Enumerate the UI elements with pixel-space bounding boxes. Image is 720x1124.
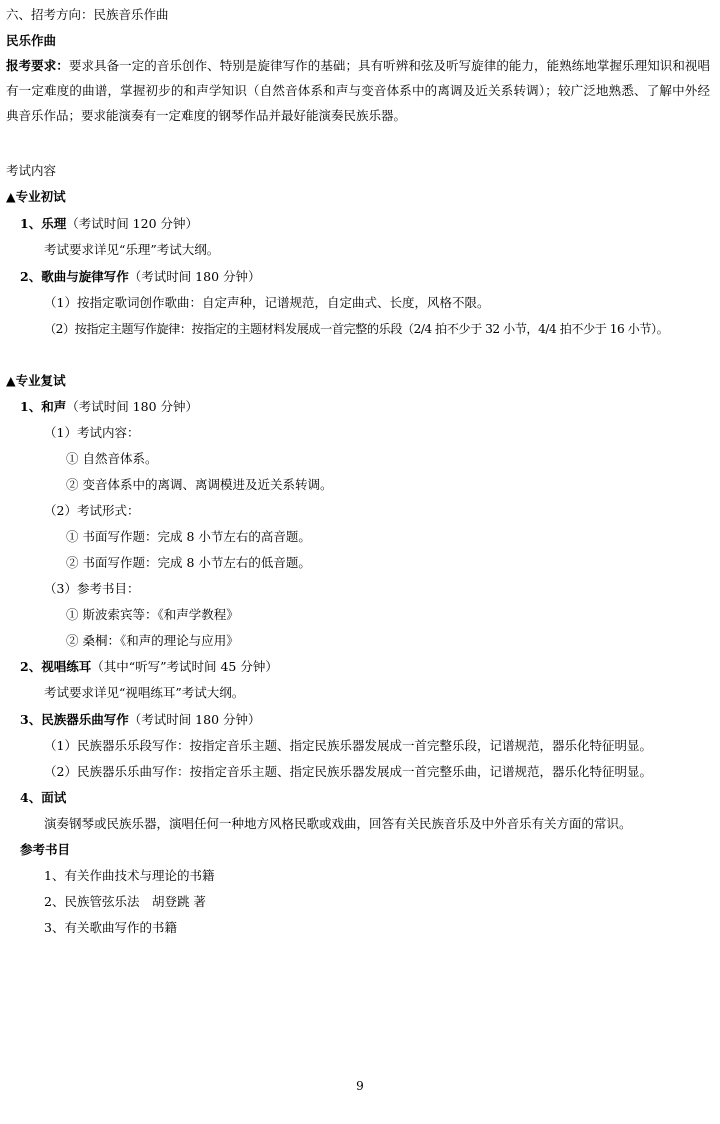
prelim-item-2-sub-2: （2）按指定主题写作旋律：按指定的主题材料发展成一首完整的乐段（2/4 拍不少于 32 小节，4/4 拍不少于 16 小节）。 [44,322,669,336]
harmony-book-2: ② 桑桐：《和声的理论与应用》 [66,633,239,648]
harmony-form-label: （2）考试形式： [44,503,140,518]
retest-heading: ▲专业复试 [6,373,66,388]
reference-item-2: 2、民族管弦乐法 胡登跳 著 [44,894,206,909]
requirements-label: 报考要求： [6,58,69,73]
reference-item-1: 1、有关作曲技术与理论的书籍 [44,868,215,883]
ear-training-title: 2、视唱练耳 [20,659,92,674]
prelim-item-2 [20,269,261,285]
prelim-item-1-title: 1、乐理 [20,216,67,231]
harmony-form-item-2: ② 书面写作题：完成 8 小节左右的低音题。 [66,555,311,570]
references-heading: 参考书目 [20,842,71,857]
harmony-time: （考试时间 180 分钟） [66,399,199,414]
prelim-item-2-time: （考试时间 180 分钟） [128,269,261,284]
requirements-text: 要求具备一定的音乐创作、特别是旋律写作的基础；具有听辨和弦及听写旋律的能力，能熟练地掌握乐理知识和视唱有一定难度的曲谱，掌握初步的和声学知识（自然音体系和声与变音体系中的离调及近关系转调）；较广泛地熟悉、了解中外经典音乐作品；要求能演奏有一定难度的钢琴作品并最好能演奏民族乐器。 [6,58,710,123]
ear-training-time: （其中“听写”考试时间 45 分钟） [91,659,278,674]
prelim-item-1 [20,216,198,232]
ear-training-item [20,659,278,675]
ear-training-note: 考试要求详见“视唱练耳”考试大纲。 [44,685,245,700]
prelim-item-2-sub-1: （1）按指定歌词创作歌曲：自定声种，记谱规范，自定曲式、长度，风格不限。 [44,295,490,310]
reference-item-3: 3、有关歌曲写作的书籍 [44,920,177,935]
harmony-content-item-2: ② 变音体系中的离调、离调模进及近关系转调。 [66,477,333,492]
interview-title: 4、面试 [20,790,67,805]
instrumental-item [20,712,261,728]
harmony-title: 1、和声 [20,399,67,414]
prelim-heading: ▲专业初试 [6,189,66,204]
harmony-item [20,399,198,415]
harmony-content-label: （1）考试内容： [44,425,140,440]
exam-content-heading: 考试内容 [6,163,57,178]
prelim-item-1-note: 考试要求详见“乐理”考试大纲。 [44,242,220,257]
section-heading: 六、招考方向：民族音乐作曲 [6,7,169,22]
page-number: 9 [356,1079,364,1093]
requirements-paragraph [6,53,710,128]
harmony-form-item-1: ① 书面写作题：完成 8 小节左右的高音题。 [66,529,311,544]
instrumental-sub-1: （1）民族器乐乐段写作：按指定音乐主题、指定民族乐器发展成一首完整乐段，记谱规范，器乐化特征明显。 [44,738,652,753]
harmony-books-label: （3）参考书目： [44,581,140,596]
interview-text: 演奏钢琴或民族乐器，演唱任何一种地方风格民歌或戏曲，回答有关民族音乐及中外音乐有关方面的常识。 [44,816,632,831]
instrumental-sub-2: （2）民族器乐乐曲写作：按指定音乐主题、指定民族乐器发展成一首完整乐曲，记谱规范，器乐化特征明显。 [44,764,652,779]
harmony-content-item-1: ① 自然音体系。 [66,451,158,466]
instrumental-title: 3、民族器乐曲写作 [20,712,129,727]
major-title: 民乐作曲 [6,33,57,48]
prelim-item-2-title: 2、歌曲与旋律写作 [20,269,129,284]
harmony-book-1: ① 斯波索宾等：《和声学教程》 [66,607,239,622]
instrumental-time: （考试时间 180 分钟） [128,712,261,727]
prelim-item-1-time: （考试时间 120 分钟） [66,216,199,231]
